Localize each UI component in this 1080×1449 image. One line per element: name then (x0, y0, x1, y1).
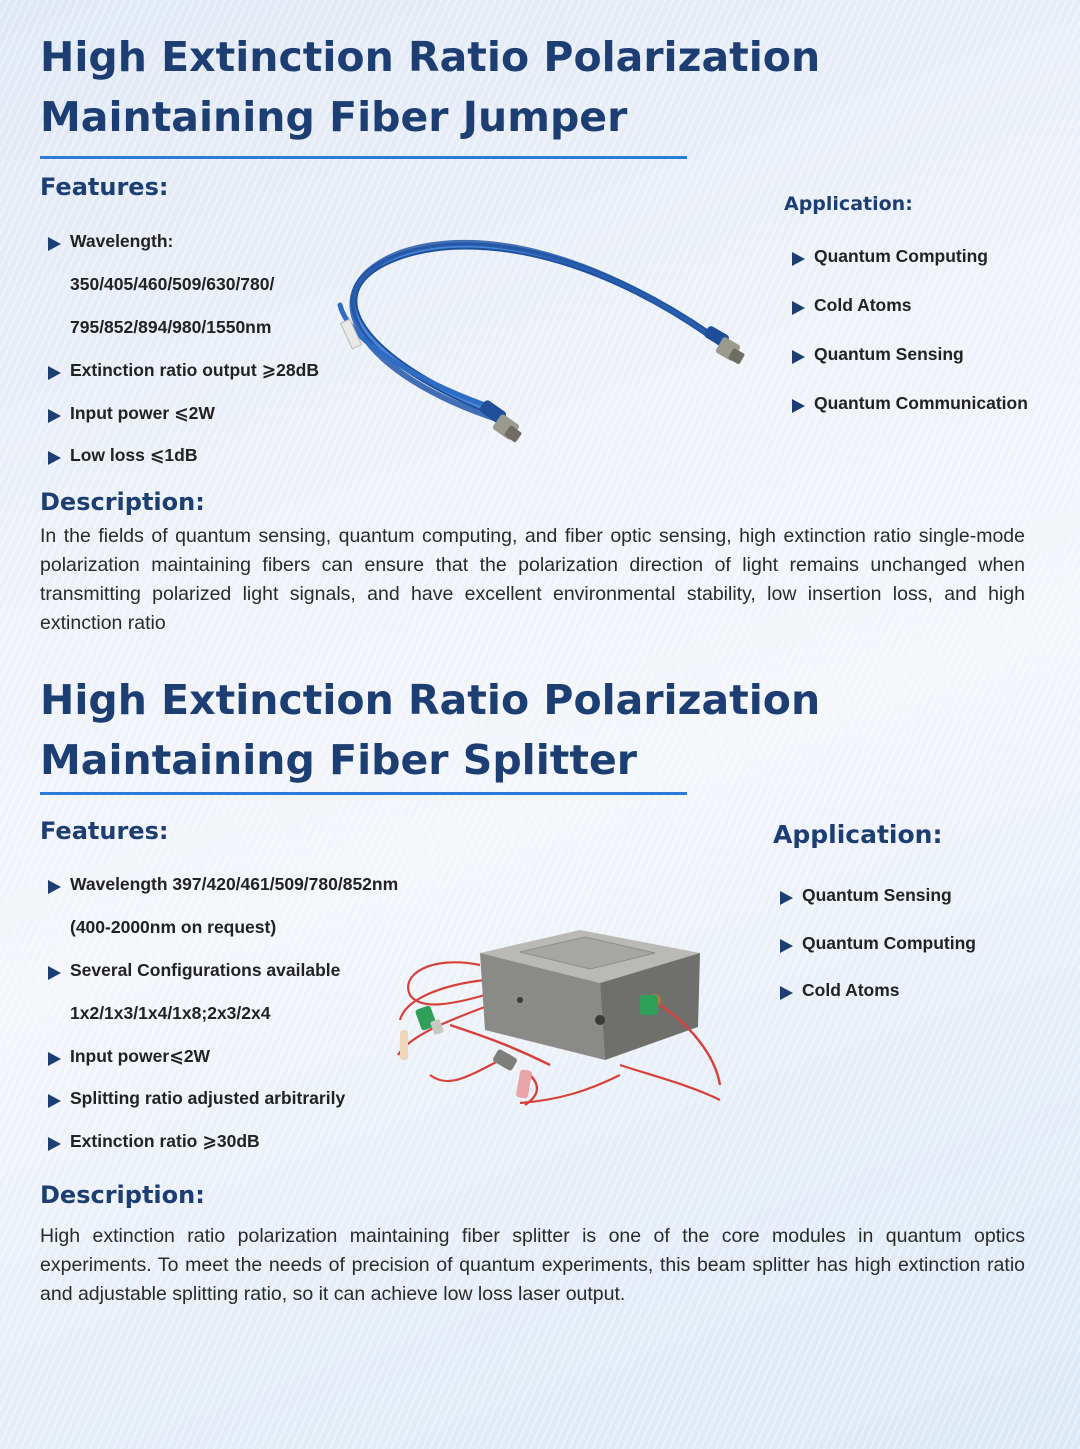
splitter-application-list: Quantum Sensing Quantum Computing Cold Atoms (771, 885, 1061, 1015)
jumper-features-list: Wavelength: 350/405/460/509/630/780/ 795/852/894/980/1550nm Extinction ratio output ⩾28dB Input power ⩽2W Low loss ⩽1dB (39, 231, 339, 481)
connector-right (703, 325, 745, 365)
jumper-description-text: In the fields of quantum sensing, quantum computing, and fiber optic sensing, high extinction ratio single-mode polarization maintaining fibers can ensure that the polarization direction of light remains unchanged when transmitting polarized light signals, and have excellent environmental stability, low insertion loss, and high extinction ratio (40, 525, 1025, 634)
splitter-title (40, 670, 820, 790)
jumper-title-line2: Maintaining Fiber Jumper (40, 93, 628, 141)
jumper-title-divider (40, 156, 687, 159)
jumper-feature-wavelength-values-1: 350/405/460/509/630/780/ (70, 274, 275, 294)
triangle-bullet-icon (792, 252, 805, 266)
jumper-features-heading: Features: (40, 173, 169, 201)
jumper-application-heading: Application: (784, 193, 913, 215)
triangle-bullet-icon (780, 939, 793, 953)
connector-bottom (478, 399, 522, 443)
jumper-title-line1: High Extinction Ratio Polarization (40, 33, 821, 81)
jumper-feature-wavelength-values-2: 795/852/894/980/1550nm (70, 317, 272, 337)
triangle-bullet-icon (792, 301, 805, 315)
triangle-bullet-icon (48, 1137, 61, 1151)
triangle-bullet-icon (780, 986, 793, 1000)
jumper-description-heading: Description: (40, 488, 205, 516)
triangle-bullet-icon (48, 966, 61, 980)
triangle-bullet-icon (48, 451, 61, 465)
triangle-bullet-icon (780, 891, 793, 905)
triangle-bullet-icon (48, 1094, 61, 1108)
splitter-feature-configuration-values: 1x2/1x3/1x4/1x8;2x3/2x4 (70, 1003, 271, 1023)
triangle-bullet-icon (792, 350, 805, 364)
splitter-feature-wavelength-note: (400-2000nm on request) (70, 917, 277, 937)
splitter-description-heading: Description: (40, 1181, 205, 1209)
triangle-bullet-icon (792, 399, 805, 413)
splitter-title-line2: Maintaining Fiber Splitter (40, 736, 638, 784)
fiber-splitter-image (390, 925, 730, 1110)
splitter-application-heading: Application: (773, 820, 943, 849)
splitter-features-heading: Features: (40, 817, 169, 845)
fiber-jumper-image (310, 225, 760, 455)
jumper-application-list: Quantum Computing Cold Atoms Quantum Sensing Quantum Communication (783, 246, 1073, 426)
splitter-description-text: High extinction ratio polarization maintaining fiber splitter is one of the core modules in quantum optics experiments. To meet the needs of precision of quantum experiments, this beam splitter has high extinction ratio and adjustable splitting ratio, so it can achieve low loss laser output. (40, 1225, 1025, 1305)
triangle-bullet-icon (48, 366, 61, 380)
triangle-bullet-icon (48, 1052, 61, 1066)
splitter-features-list: Wavelength 397/420/461/509/780/852nm (400-2000nm on request) Several Configurations available 1x2/1x3/1x4/1x8;2x3/2x4 Input power⩽2W Splitting ratio adjusted arbitrarily Extinction ratio ⩾30dB (39, 874, 439, 1164)
triangle-bullet-icon (48, 880, 61, 894)
triangle-bullet-icon (48, 237, 61, 251)
splitter-title-line1: High Extinction Ratio Polarization (40, 676, 821, 724)
jumper-title (40, 27, 820, 147)
splitter-title-divider (40, 792, 687, 795)
triangle-bullet-icon (48, 409, 61, 423)
